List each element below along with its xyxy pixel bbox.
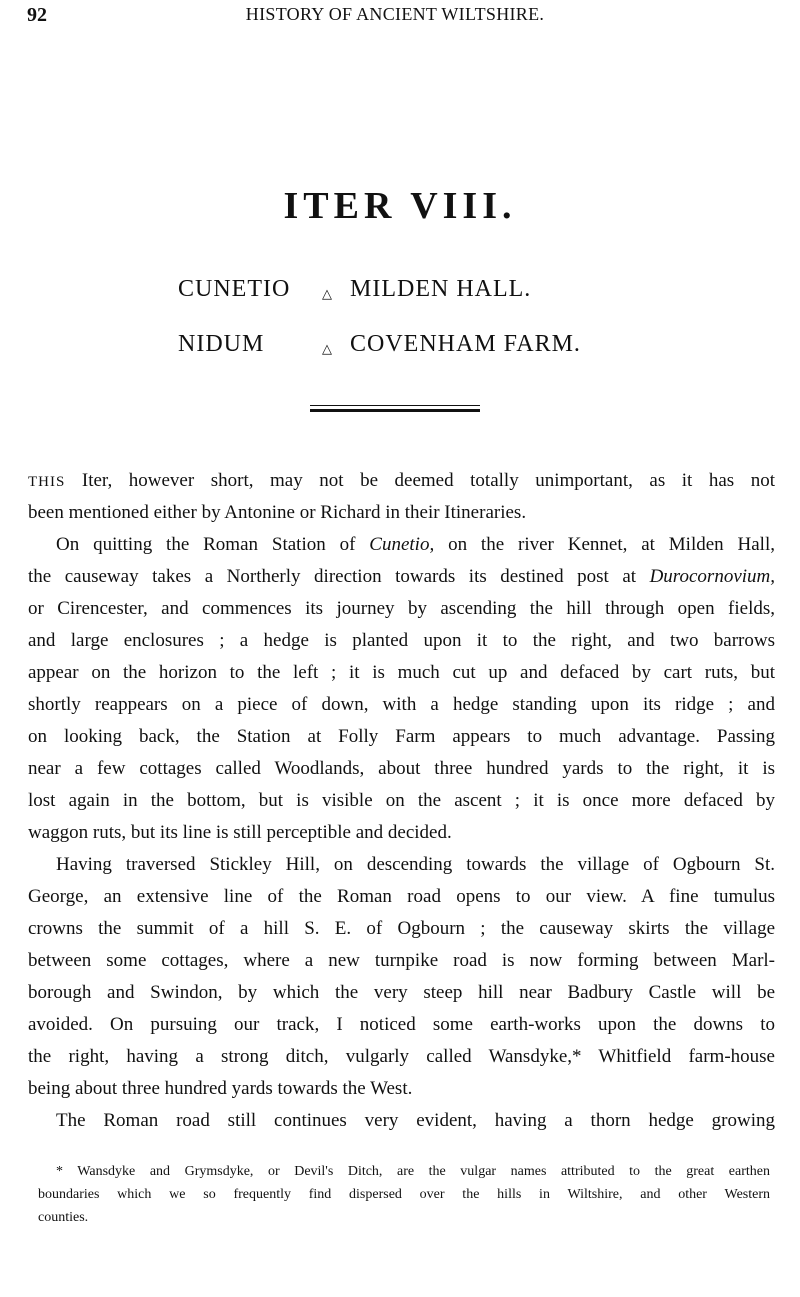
- text-segment: Iter, however short, may not be deemed totally unimportant, as it has not: [65, 470, 775, 491]
- text-line: [28, 566, 775, 588]
- text-segment: waggon ruts, but its line is still perceptible and decided.: [28, 822, 452, 843]
- text-segment: George, an extensive line of the Roman road opens to our view. A fine tumulus: [28, 886, 775, 907]
- italic-text: Cunetio,: [369, 534, 435, 555]
- text-line: [28, 950, 775, 972]
- divider-rule: [310, 409, 480, 412]
- text-line: [28, 790, 775, 812]
- text-segment: the right, having a strong ditch, vulgarly called Wansdyke,* Whitfield farm-house: [28, 1046, 775, 1067]
- text-segment: on the river Kennet, at Milden Hall,: [434, 534, 775, 555]
- station-ancient-2: NIDUM: [178, 331, 265, 357]
- footnote-line: boundaries which we so frequently find dispersed over the hills in Wiltshire, and other Western: [38, 1187, 770, 1202]
- text-line: [56, 1110, 775, 1132]
- text-segment: On quitting the Roman Station of: [56, 534, 370, 555]
- italic-text: Durocornovium,: [649, 566, 775, 587]
- text-segment: being about three hundred yards towards the West.: [28, 1078, 413, 1099]
- text-segment: borough and Swindon, by which the very steep hill near Badbury Castle will be: [28, 982, 775, 1003]
- text-line: [28, 694, 775, 716]
- text-line: [28, 982, 775, 1004]
- text-line: [28, 630, 775, 652]
- text-line: [28, 886, 775, 908]
- text-line: [28, 1014, 775, 1036]
- text-segment: between some cottages, where a new turnpike road is now forming between Marl-: [28, 950, 775, 971]
- text-line: [28, 758, 775, 780]
- page-number: 92: [27, 4, 47, 26]
- text-segment: crowns the summit of a hill S. E. of Ogbourn ; the causeway skirts the village: [28, 918, 775, 939]
- text-segment: avoided. On pursuing our track, I noticed some earth-works upon the downs to: [28, 1014, 775, 1035]
- text-segment: Having traversed Stickley Hill, on descending towards the village of Ogbourn St.: [56, 854, 775, 875]
- text-line: [28, 1046, 775, 1068]
- triangle-marker-icon: △: [322, 341, 332, 356]
- footnote-line: counties.: [38, 1210, 89, 1225]
- small-caps-text: THIS: [28, 474, 66, 490]
- text-line: [28, 822, 775, 844]
- text-segment: been mentioned either by Antonine or Richard in their Itineraries.: [28, 502, 527, 523]
- text-line: [28, 1078, 775, 1100]
- text-segment: lost again in the bottom, but is visible on the ascent ; it is once more defaced by: [28, 790, 775, 811]
- text-segment: or Cirencester, and commences its journey by ascending the hill through open fields,: [28, 598, 775, 619]
- station-modern-1: MILDEN HALL.: [350, 276, 532, 302]
- footnote-line: * Wansdyke and Grymsdyke, or Devil's Ditch, are the vulgar names attributed to the great earthen: [56, 1164, 770, 1179]
- text-segment: shortly reappears on a piece of down, with a hedge standing upon its ridge ; and: [28, 694, 775, 715]
- text-line: [28, 726, 775, 748]
- text-segment: appear on the horizon to the left ; it is much cut up and defaced by cart ruts, but: [28, 662, 775, 683]
- station-ancient-1: CUNETIO: [178, 276, 291, 302]
- chapter-title: ITER VIII.: [283, 185, 517, 227]
- text-line: [28, 502, 775, 524]
- divider-rule: [310, 405, 480, 406]
- text-line: [56, 534, 775, 556]
- text-segment: near a few cottages called Woodlands, about three hundred yards to the right, it is: [28, 758, 775, 779]
- text-segment: The Roman road still continues very evident, having a thorn hedge growing: [56, 1110, 775, 1131]
- text-segment: and large enclosures ; a hedge is planted upon it to the right, and two barrows: [28, 630, 775, 651]
- triangle-marker-icon: △: [322, 286, 332, 301]
- text-segment: on looking back, the Station at Folly Farm appears to much advantage. Passing: [28, 726, 775, 747]
- text-line: [28, 662, 775, 684]
- running-title: HISTORY OF ANCIENT WILTSHIRE.: [245, 4, 545, 24]
- text-line: [56, 854, 775, 876]
- station-modern-2: COVENHAM FARM.: [350, 331, 581, 357]
- text-line: [28, 470, 775, 493]
- text-segment: the causeway takes a Northerly direction towards its destined post at: [28, 566, 650, 587]
- text-line: [28, 598, 775, 620]
- text-line: [28, 918, 775, 940]
